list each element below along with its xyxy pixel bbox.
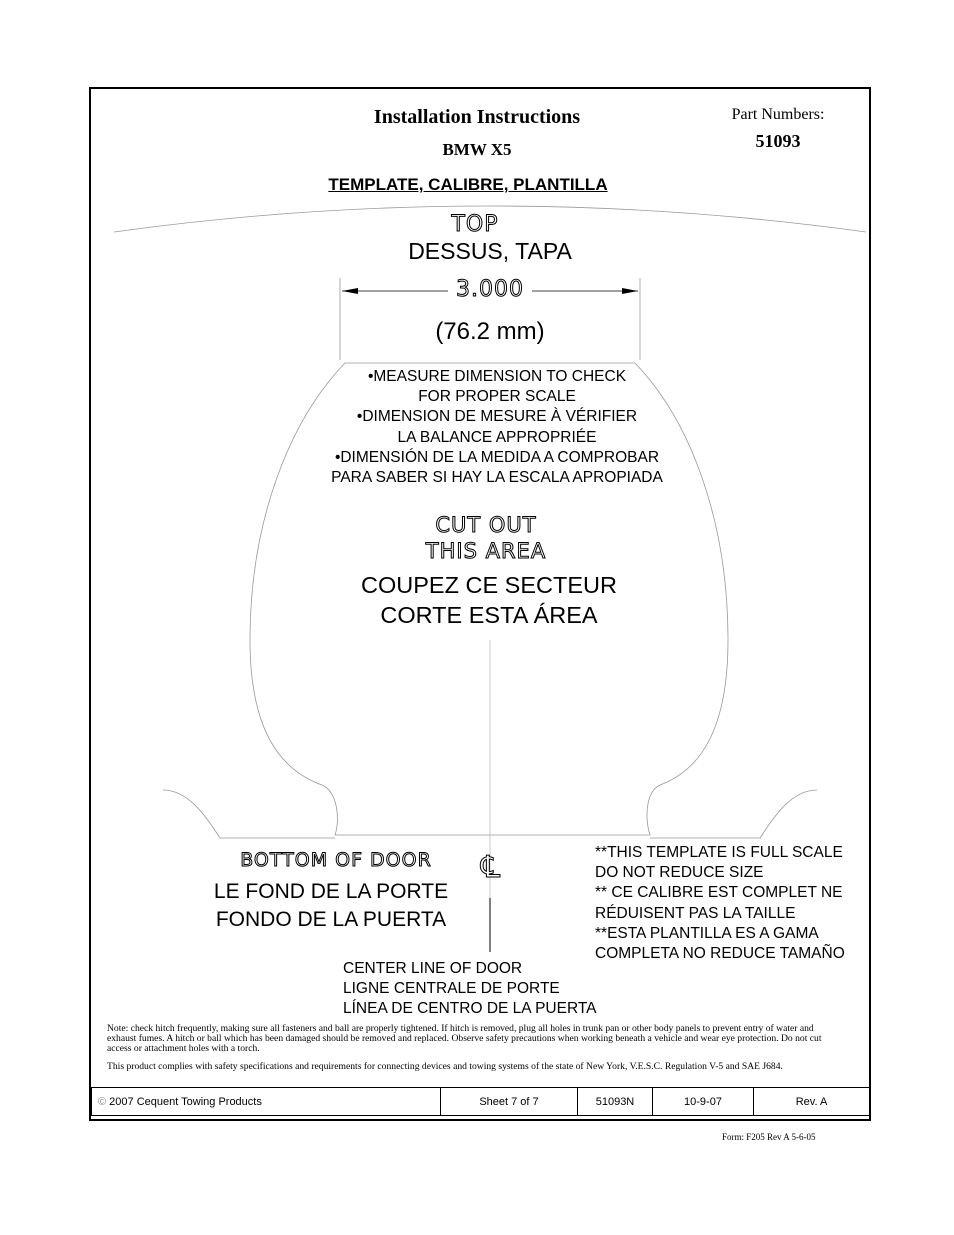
measure-note-line: FOR PROPER SCALE (418, 388, 576, 406)
cut-out-line: THIS AREA (425, 539, 547, 563)
revision-cell: Rev. A (754, 1088, 870, 1116)
centerline-note-line: LÍNEA DE CENTRO DE LA PUERTA (343, 1000, 597, 1017)
scale-note-line: **ESTA PLANTILLA ES A GAMA (595, 924, 819, 942)
date-cell: 10-9-07 (653, 1088, 754, 1116)
cut-out-fr: COUPEZ CE SECTEUR (361, 572, 617, 598)
copyright-text: 2007 Cequent Towing Products (109, 1095, 262, 1108)
scale-notes (595, 843, 873, 964)
scale-note-line: RÉDUISENT PAS LA TAILLE (595, 904, 796, 922)
safety-note: Note: check hitch frequently, making sure all fasteners and ball are properly tightened. If hitch is removed, plug all holes in trunk pan or other body panels to prevent entry of water and exhaust fumes. A hitch or ball which has been damaged should be removed and replaced. Observe safety precautions when working beneath a vehicle and wear eye protection. Do not cut access or attachment holes with a torch. (107, 1023, 822, 1054)
compliance-note: This product complies with safety specifications and requirements for connecting devices and towing systems of the state of New York, V.E.S.C. Regulation V-5 and SAE J684. (107, 1061, 783, 1072)
scale-note-line: DO NOT REDUCE SIZE (595, 864, 764, 882)
part-numbers-label: Part Numbers: (731, 106, 825, 123)
bottom-fr: LE FOND DE LA PORTE (213, 880, 449, 903)
cut-out-translations (320, 570, 658, 630)
footer-row (92, 1088, 870, 1116)
cut-out-es: CORTE ESTA ÁREA (380, 602, 598, 628)
measure-note-line: •DIMENSIÓN DE LA MEDIDA A COMPROBAR (334, 448, 660, 466)
dimension-metric: (76.2 mm) (435, 318, 545, 345)
scale-note-line: ** CE CALIBRE EST COMPLET NE (595, 884, 843, 902)
scale-note-line: **THIS TEMPLATE IS FULL SCALE (595, 844, 843, 861)
copyright-symbol: © (98, 1095, 107, 1108)
bottom-es: FONDO DE LA PUERTA (215, 908, 447, 931)
vehicle-name: BMW X5 (442, 140, 512, 159)
dimension-value: 3.000 (456, 277, 524, 302)
measure-note-line: PARA SABER SI HAY LA ESCALA APROPIADA (331, 469, 663, 487)
copyright-cell (92, 1088, 441, 1116)
sheet-cell: Sheet 7 of 7 (441, 1088, 578, 1116)
part-number: 51093 (755, 131, 801, 151)
cut-out-line: CUT OUT (435, 513, 537, 537)
measure-notes (290, 367, 704, 488)
top-label: TOP (451, 212, 499, 237)
template-heading: TEMPLATE, CALIBRE, PLANTILLA (328, 175, 608, 194)
centerline-note-line: LIGNE CENTRALE DE PORTE (343, 980, 560, 997)
measure-note-line: •DIMENSION DE MESURE À VÉRIFIER (356, 408, 638, 426)
doc-number-cell: 51093N (578, 1088, 653, 1116)
page-title: Installation Instructions (373, 106, 581, 128)
centerline-notes (343, 959, 643, 1019)
bottom-of-door-label: BOTTOM OF DOOR (240, 849, 432, 871)
centerline-symbol: ℄ (480, 850, 502, 885)
top-translations: DESSUS, TAPA (408, 238, 572, 264)
scale-note-line: COMPLETA NO REDUCE TAMAÑO (595, 945, 845, 963)
centerline-note-line: CENTER LINE OF DOOR (343, 960, 523, 977)
cut-out-label (370, 512, 602, 564)
measure-note-line: •MEASURE DIMENSION TO CHECK (367, 368, 627, 385)
footer-table (91, 1087, 870, 1116)
measure-note-line: LA BALANCE APPROPRIÉE (397, 428, 597, 446)
bottom-of-door-translations (195, 878, 467, 934)
form-code: Form: F205 Rev A 5-6-05 (722, 1132, 816, 1142)
